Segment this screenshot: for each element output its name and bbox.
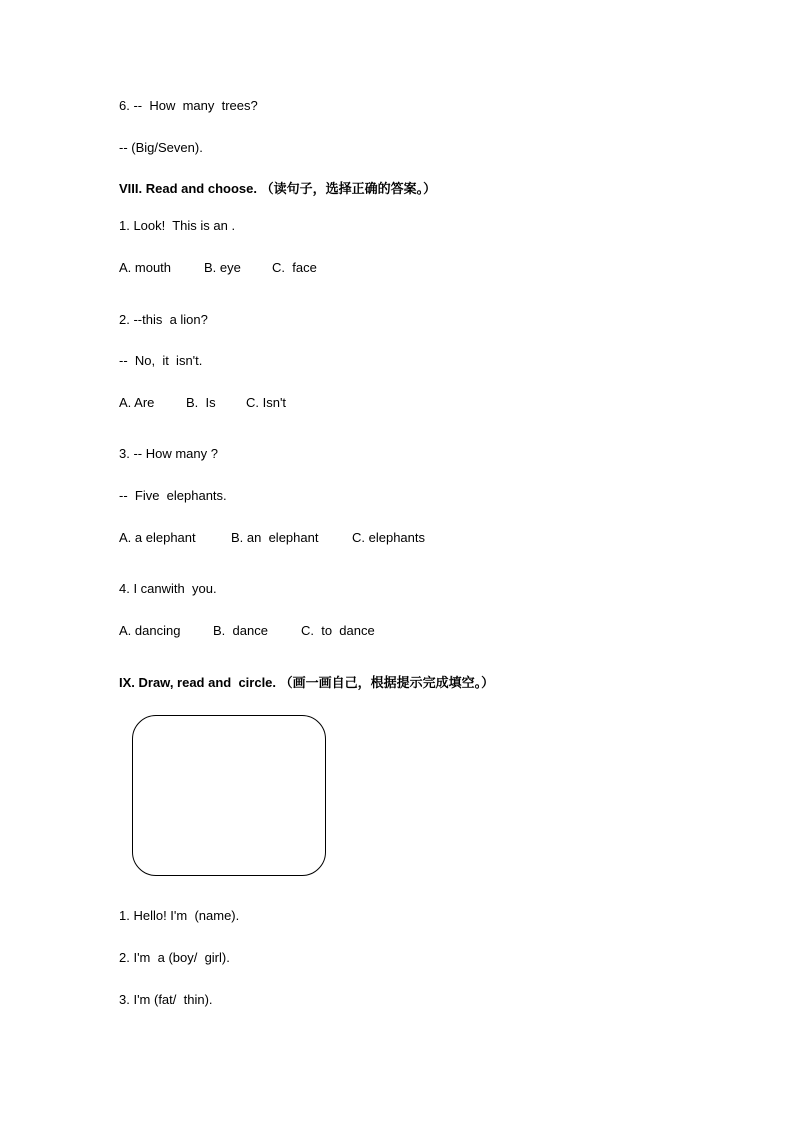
s8-question-1-text: 1. Look! This is an .	[119, 218, 236, 233]
s8-q3-option-b: B. an elephant	[231, 530, 319, 545]
s8-question-2-text: 2. --this a lion?	[119, 312, 208, 327]
s8-q2-option-b: B. Is	[186, 395, 216, 410]
s8-q1-option-a: A. mouth	[119, 260, 172, 275]
s8-question-2-reply: -- No, it isn't.	[119, 353, 203, 368]
s8-question-4-text: 4. I canwith you.	[119, 581, 217, 596]
s8-q1-option-c: C. face	[272, 260, 317, 275]
s9-item-1: 1. Hello! I'm (name).	[119, 908, 240, 923]
s9-item-3: 3. I'm (fat/ thin).	[119, 992, 213, 1007]
question-6-text: 6. -- How many trees?	[119, 98, 258, 113]
s9-item-2: 2. I'm a (boy/ girl).	[119, 950, 230, 965]
section-8-heading: VIII. Read and choose. （读句子，选择正确的答案。）	[119, 181, 437, 196]
s8-q2-option-c: C. Isn't	[246, 395, 287, 410]
s8-q3-option-a: A. a elephant	[119, 530, 196, 545]
s8-question-3-reply: -- Five elephants.	[119, 488, 227, 503]
question-6-answer-line: -- (Big/Seven).	[119, 140, 203, 155]
self-portrait-drawing-box[interactable]	[132, 715, 326, 876]
s8-q2-option-a: A. Are	[119, 395, 155, 410]
s8-q1-option-b: B. eye	[204, 260, 241, 275]
s8-question-3-text: 3. -- How many ?	[119, 446, 218, 461]
s8-q3-option-c: C. elephants	[352, 530, 425, 545]
section-9-heading: IX. Draw, read and circle. （画一画自己，根据提示完成填空。）	[119, 675, 495, 690]
s8-q4-option-b: B. dance	[213, 623, 268, 638]
s8-q4-option-a: A. dancing	[119, 623, 181, 638]
s8-q4-option-c: C. to dance	[301, 623, 375, 638]
